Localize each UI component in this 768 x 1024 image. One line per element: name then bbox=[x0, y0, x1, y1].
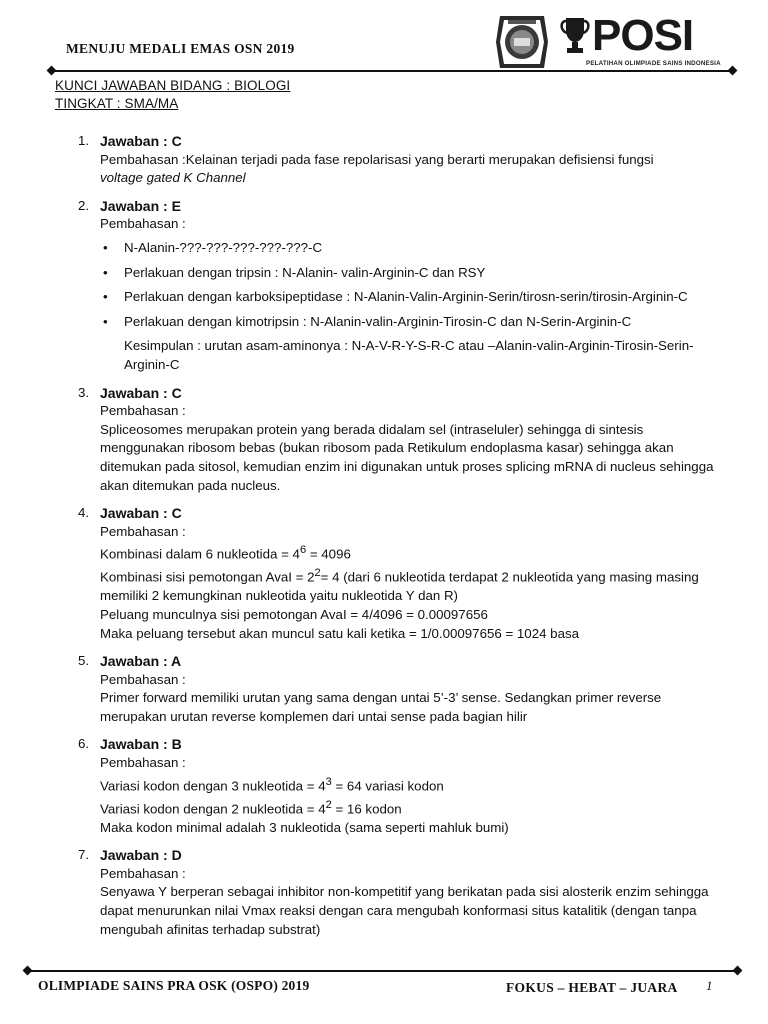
answer-item bbox=[78, 735, 718, 837]
explanation-text bbox=[100, 796, 718, 819]
explanation-text: voltage gated K Channel bbox=[100, 170, 246, 186]
item-number: 7. bbox=[78, 847, 90, 863]
bullet-list bbox=[100, 239, 718, 331]
item-number: 2. bbox=[78, 197, 90, 213]
bullet-item bbox=[100, 239, 718, 258]
footer-rule bbox=[28, 970, 738, 972]
exponent: 2 bbox=[314, 567, 321, 580]
explanation-text: Maka kodon minimal adalah 3 nukleotida (sama seperti mahluk bumi) bbox=[100, 819, 509, 835]
answer-label: Jawaban : D bbox=[100, 847, 182, 864]
footer-motto: FOKUS – HEBAT – JUARA bbox=[506, 980, 678, 995]
answer-label: Jawaban : B bbox=[100, 736, 182, 753]
answer-label: Jawaban : C bbox=[100, 505, 182, 522]
answer-label: Jawaban : E bbox=[100, 197, 181, 214]
level-heading: TINGKAT : SMA/MA bbox=[55, 96, 179, 111]
explanation-text: Peluang munculnya sisi pemotongan AvaI = 4/4096 = 0.00097656 bbox=[100, 606, 488, 622]
explanation-text: Senyawa Y berperan sebagai inhibitor non-kompetitif yang berikatan pada sisi alosterik enzim sehingga dapat menurunkan nilai Vmax reaksi dengan cara mengubah konformasi situs katalitik (dengan tanpa mengubah afinitas terhadap substrat) bbox=[100, 884, 709, 937]
explanation-text: Spliceosomes merupakan protein yang berada didalam sel (intraseluler) sehingga di sintesis menggunakan ribosom bebas (bukan ribosom pada Retikulum endoplasma kasar) sehingga akan ditemukan pada sitosol, kemudian enzim ini digunakan untuk proses splicing mRNA di nucleus sehingga akan ditemukan pada nucleus. bbox=[100, 421, 714, 493]
emblem-icon bbox=[494, 12, 550, 72]
rule-diamond bbox=[728, 66, 738, 76]
header-title: MENUJU MEDALI EMAS OSN 2019 bbox=[66, 41, 295, 56]
answer-item bbox=[78, 652, 718, 726]
bullet-text: Perlakuan dengan karboksipeptidase : N-Alanin-Valin-Arginin-Serin/tirosn-serin/tirosin-Arginin-C bbox=[124, 289, 688, 305]
item-number: 1. bbox=[78, 133, 90, 148]
item-number: 3. bbox=[78, 384, 90, 400]
explanation-text: Primer forward memiliki urutan yang sama dengan untai 5’-3’ sense. Sedangkan primer reverse merupakan urutan reverse komplemen dari untai sense pada bagian hilir bbox=[100, 690, 662, 724]
brand-subtitle: PELATIHAN OLIMPIADE SAINS INDONESIA bbox=[586, 60, 721, 67]
explanation-label: Pembahasan : bbox=[100, 755, 186, 771]
bullet-icon: • bbox=[103, 289, 108, 305]
answer-item bbox=[78, 384, 718, 496]
item-number: 6. bbox=[78, 736, 90, 752]
item-number: 4. bbox=[78, 505, 90, 521]
bullet-icon: • bbox=[103, 239, 108, 255]
answer-item bbox=[78, 132, 718, 188]
conclusion-text: Kesimpulan : urutan asam-aminonya : N-A-V-R-Y-S-R-C atau –Alanin-valin-Arginin-Tirosin-Serin-Arginin-C bbox=[124, 338, 694, 372]
page-number: 1 bbox=[706, 978, 713, 993]
text-part: = 4096 bbox=[306, 546, 351, 562]
answer-item bbox=[78, 504, 718, 643]
rule-diamond bbox=[47, 66, 57, 76]
explanation-label: Pembahasan : bbox=[100, 216, 186, 232]
text-part: Kombinasi sisi pemotongan AvaI = 2 bbox=[100, 569, 315, 585]
brand bbox=[558, 11, 694, 60]
text-part: Kombinasi dalam 6 nukleotida = 4 bbox=[100, 546, 300, 562]
explanation-label: Pembahasan : bbox=[100, 671, 186, 687]
answer-label: Jawaban : A bbox=[100, 653, 182, 670]
posi-logo bbox=[494, 12, 724, 74]
bullet-icon: • bbox=[103, 264, 108, 280]
trophy-icon bbox=[558, 14, 592, 58]
text-part: = 4 (dari 6 nukleotida terdapat 2 nukleotida yang masing masing memiliki 2 kemungkinan nukleotida yaitu nukleotida Y dan R) bbox=[100, 569, 699, 604]
explanation-label: Pembahasan : bbox=[100, 523, 186, 539]
bullet-item bbox=[100, 288, 718, 307]
explanation-text bbox=[100, 541, 718, 564]
exponent: 2 bbox=[325, 798, 332, 811]
exponent: 6 bbox=[299, 544, 307, 557]
bullet-text: Perlakuan dengan tripsin : N-Alanin- valin-Arginin-C dan RSY bbox=[124, 264, 486, 280]
explanation-text bbox=[100, 564, 718, 606]
bullet-item bbox=[100, 313, 718, 332]
footer-event: OLIMPIADE SAINS PRA OSK (OSPO) 2019 bbox=[38, 978, 310, 993]
bullet-text: Perlakuan dengan kimotripsin : N-Alanin-valin-Arginin-Tirosin-C dan N-Serin-Arginin-C bbox=[124, 313, 632, 329]
answer-item bbox=[78, 846, 718, 939]
explanation-label: Pembahasan : bbox=[100, 865, 186, 881]
exponent: 3 bbox=[325, 775, 332, 788]
header-rule bbox=[52, 70, 732, 72]
item-number: 5. bbox=[78, 653, 90, 669]
text-part: = 16 kodon bbox=[331, 801, 402, 817]
answer-list bbox=[78, 132, 718, 948]
rule-diamond bbox=[733, 966, 743, 976]
answer-label: Jawaban : C bbox=[100, 384, 182, 401]
bullet-text: N-Alanin-???-???-???-???-???-C bbox=[124, 239, 323, 255]
answer-label: Jawaban : C bbox=[100, 133, 182, 149]
explanation-text: Pembahasan :Kelainan terjadi pada fase repolarisasi yang berarti merupakan defisiensi fungsi bbox=[100, 151, 654, 167]
explanation-text bbox=[100, 773, 718, 796]
text-part: Variasi kodon dengan 3 nukleotida = 4 bbox=[100, 778, 326, 794]
bullet-icon: • bbox=[103, 313, 108, 329]
text-part: = 64 variasi kodon bbox=[331, 778, 444, 794]
answer-item bbox=[78, 197, 718, 375]
explanation-label: Pembahasan : bbox=[100, 403, 186, 419]
subject-heading: KUNCI JAWABAN BIDANG : BIOLOGI bbox=[55, 78, 291, 93]
brand-name: POSI bbox=[592, 11, 694, 60]
bullet-item bbox=[100, 264, 718, 283]
rule-diamond bbox=[23, 966, 33, 976]
text-part: Variasi kodon dengan 2 nukleotida = 4 bbox=[100, 801, 326, 817]
explanation-text: Maka peluang tersebut akan muncul satu kali ketika = 1/0.00097656 = 1024 basa bbox=[100, 625, 580, 641]
